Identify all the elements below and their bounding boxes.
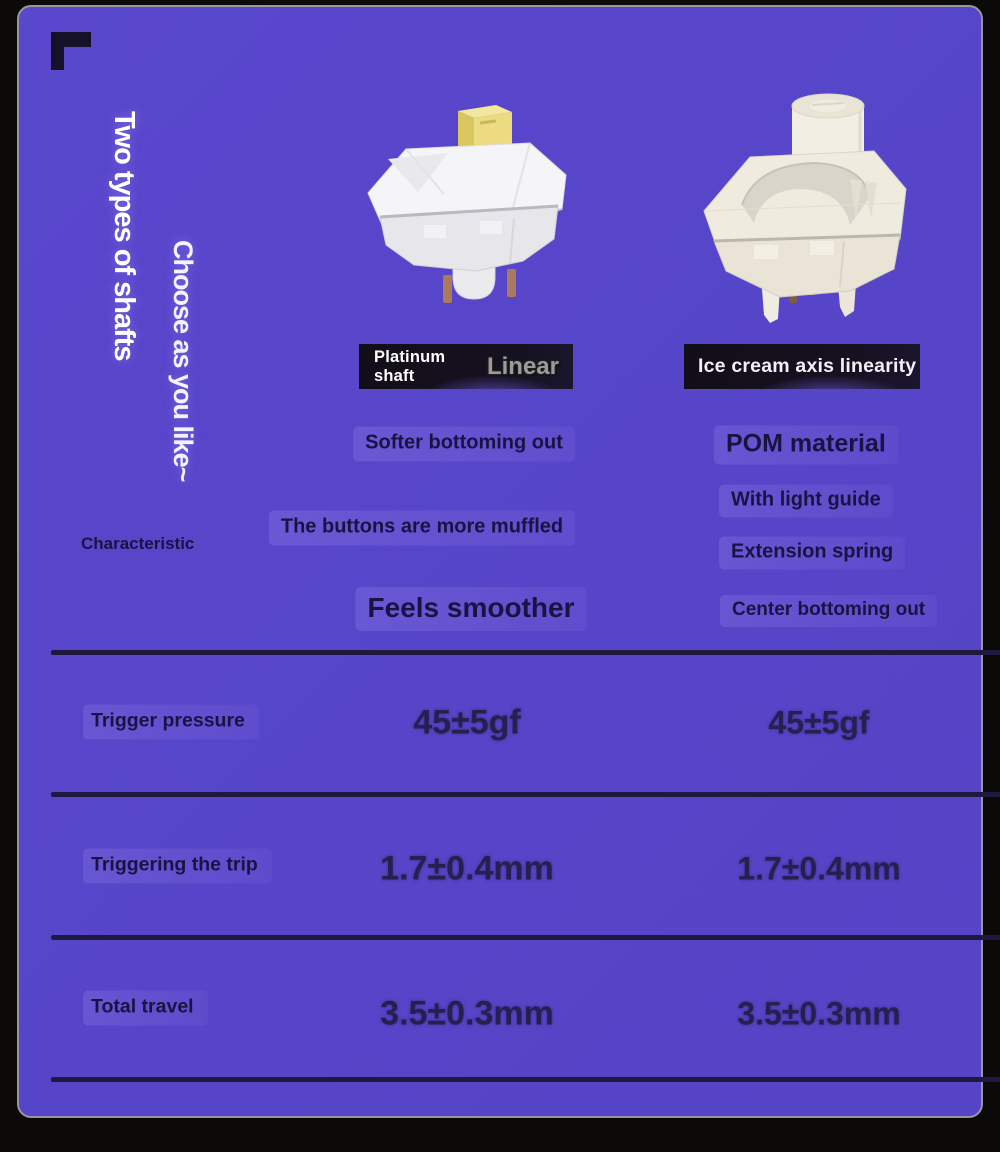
platinum-banner-label: Platinum shaft — [374, 347, 446, 385]
table-divider — [51, 935, 1000, 940]
table-divider — [51, 650, 1000, 655]
platinum-feature-1: Softer bottoming out — [353, 427, 575, 462]
characteristic-row-header: Characteristic — [81, 534, 195, 553]
spec-value-icecream: 45±5gf — [768, 704, 870, 741]
icecream-feature-1: POM material — [714, 426, 898, 465]
table-divider — [51, 792, 1000, 797]
corner-bracket-icon — [51, 32, 91, 70]
spec-value-icecream: 3.5±0.3mm — [737, 995, 901, 1032]
platinum-feature-3: Feels smoother — [356, 587, 587, 631]
spec-row-label: Total travel — [83, 991, 208, 1026]
platinum-switch-image — [360, 99, 578, 309]
icecream-feature-2: With light guide — [719, 485, 893, 518]
spec-value-platinum: 1.7±0.4mm — [380, 849, 554, 888]
spec-value-platinum: 3.5±0.3mm — [380, 994, 554, 1033]
icecream-feature-3: Extension spring — [719, 537, 905, 570]
icecream-switch-image — [692, 91, 922, 323]
platinum-banner — [359, 344, 573, 389]
icecream-banner — [684, 344, 920, 389]
icecream-feature-4: Center bottoming out — [720, 595, 937, 627]
spec-value-platinum: 45±5gf — [413, 703, 521, 742]
icecream-banner-label: Ice cream axis linearity — [698, 355, 917, 377]
vertical-title: Two types of shafts — [108, 111, 140, 361]
product-card — [17, 5, 983, 1118]
platinum-banner-type-label: Linear — [486, 352, 559, 380]
spec-row-label: Trigger pressure — [83, 705, 259, 740]
spec-row-label: Triggering the trip — [83, 849, 272, 884]
vertical-subtitle: Choose as you like~ — [168, 240, 198, 482]
spec-value-icecream: 1.7±0.4mm — [737, 850, 901, 887]
table-divider — [51, 1077, 1000, 1082]
platinum-feature-2: The buttons are more muffled — [269, 511, 575, 546]
